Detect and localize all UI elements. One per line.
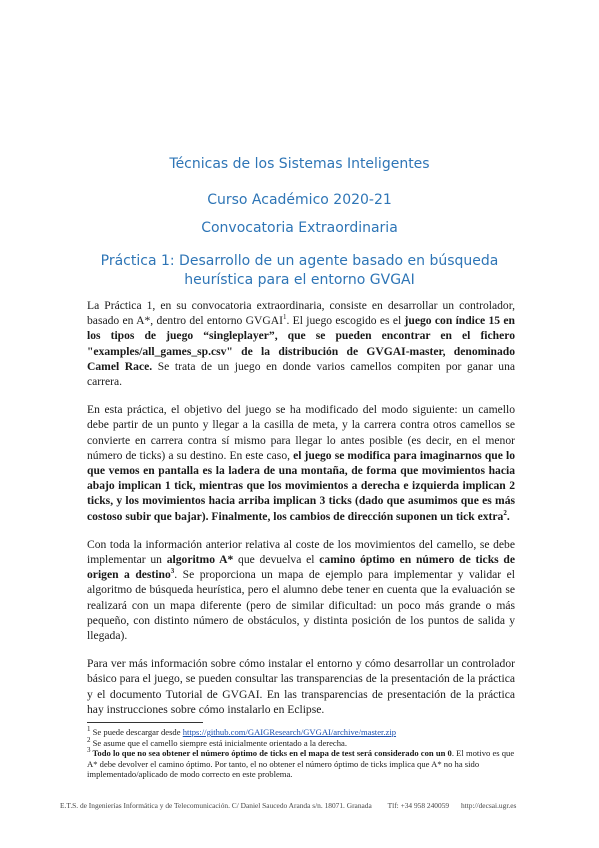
body-text — [87, 298, 515, 730]
paragraph-bold-text: algoritmo A* — [166, 553, 234, 567]
footnote-number: 3 — [87, 746, 91, 755]
footnote-text: Se asume que el camello siempre está inicialmente orientado a la derecha. — [90, 737, 348, 748]
bold-span: camino óptimo en número de ticks de origen a destino — [87, 553, 516, 582]
paragraph-text: . Se proporciona un mapa de ejemplo para implementar y validar el algoritmo de búsqueda heurística, pero el alumno debe tener en cuenta que la evaluación se realizará con un mapa diferente (pero de similar dificultad: un poco más grande o más pequeño, con distinto número de obstáculos, y distinta posición de los puntos de salida y llegada). — [87, 568, 515, 643]
paragraph-text: que devuelva el — [233, 553, 320, 567]
assignment-title-line2: heurística para el entorno GVGAI — [184, 272, 415, 288]
footnote-number: 1 — [87, 725, 91, 734]
paragraph-algorithm — [87, 537, 515, 643]
paragraph-text: . El juego escogido es el — [286, 314, 405, 328]
assignment-title — [0, 252, 599, 290]
footnote-text: Se puede descargar desde — [90, 727, 183, 737]
paragraph-bold-text: juego con índice 15 en los tipos de juego “singleplayer”, que se pueden encontrar en el fichero "examples/all_games_sp.csv" de la distribución de GVGAI-master, denominado Camel Race. — [87, 314, 515, 373]
footnote-2 — [87, 735, 515, 749]
exam-session: Convocatoria Extraordinaria — [201, 220, 398, 236]
footnote-3 — [87, 748, 515, 780]
footnote-bold-text: Todo lo que no sea obtener el número óptimo de ticks en el mapa de test será considerado con un 0 — [90, 748, 452, 759]
footnote-ref-2[interactable]: 2 — [503, 508, 507, 517]
footer-phone: Tlf: +34 958 240059 — [387, 801, 450, 810]
assignment-title-line1: Práctica 1: Desarrollo de un agente basado en búsqueda — [100, 253, 499, 269]
footer-address: E.T.S. de Ingenierías Informática y de Telecomunicación. C/ Daniel Saucedo Aranda s/n. 18071. Granada — [60, 801, 372, 810]
footer-url[interactable]: http://decsai.ugr.es — [460, 801, 517, 810]
bold-span: . — [506, 509, 510, 523]
footnote-ref-1[interactable]: 1 — [282, 313, 287, 322]
page-footer — [60, 801, 540, 810]
paragraph-objective — [87, 402, 515, 524]
paragraph-text: Con toda la información anterior relativa al coste de los movimientos del camello, se debe implementar un — [87, 537, 515, 567]
paragraph-text: Se trata de un juego en donde varios camellos compiten por ganar una carrera. — [87, 359, 516, 389]
footnote-text: . El motivo es que A* debe devolver el camino óptimo. Por tanto, el no obtener el número óptimo de ticks implica que A* no ha sido implementado/aplicado de modo correcto en este problema. — [87, 748, 515, 780]
footnote-separator — [87, 722, 203, 723]
paragraph-text: La Práctica 1, en su convocatoria extraordinaria, consiste en desarrollar un controlador, basado en A*, dentro del entorno GVGAI — [87, 299, 515, 328]
footnote-1 — [87, 727, 515, 738]
course-title: Técnicas de los Sistemas Inteligentes — [169, 156, 430, 172]
paragraph-text: Para ver más información sobre cómo instalar el entorno y cómo desarrollar un controlador básico para el juego, se pueden consultar las transparencias de la presentación de la práctica y el documento Tutorial de GVGAI. En las transparencias de presentación de la práctica hay instrucciones sobre cómo instalarlo en Eclipse. — [87, 657, 515, 716]
paragraph-text: En esta práctica, el objetivo del juego se ha modificado del modo siguiente: un camello debe partir de un punto y llegar a la casilla de meta, y la carrera contra otros camellos se convierte en carrera contra sí mismo para llegar lo antes posible (es decir, en el menor número de ticks) a su destino. En este caso, — [87, 403, 515, 462]
footnote-ref-3[interactable]: 3 — [170, 567, 175, 576]
paragraph-more-info — [87, 656, 515, 717]
footnote-number: 2 — [87, 735, 91, 744]
download-link[interactable]: https://github.com/GAIGResearch/GVGAI/archive/master.zip — [182, 727, 397, 737]
footnotes — [87, 727, 515, 780]
academic-year: Curso Académico 2020-21 — [207, 192, 392, 208]
bold-span: el juego se modifica para imaginarnos que lo que vemos en pantalla es la ladera de una montaña, de forma que movimientos hacia abajo implican 1 tick, mientras que los movimientos a derecha e izquierda implican 2 ticks, y los movimientos hacia arriba implican 3 ticks (dado que asumimos que es más costoso subir que bajar). Finalmente, los cambios de dirección suponen un tick extra — [87, 448, 515, 523]
paragraph-intro — [87, 298, 515, 389]
